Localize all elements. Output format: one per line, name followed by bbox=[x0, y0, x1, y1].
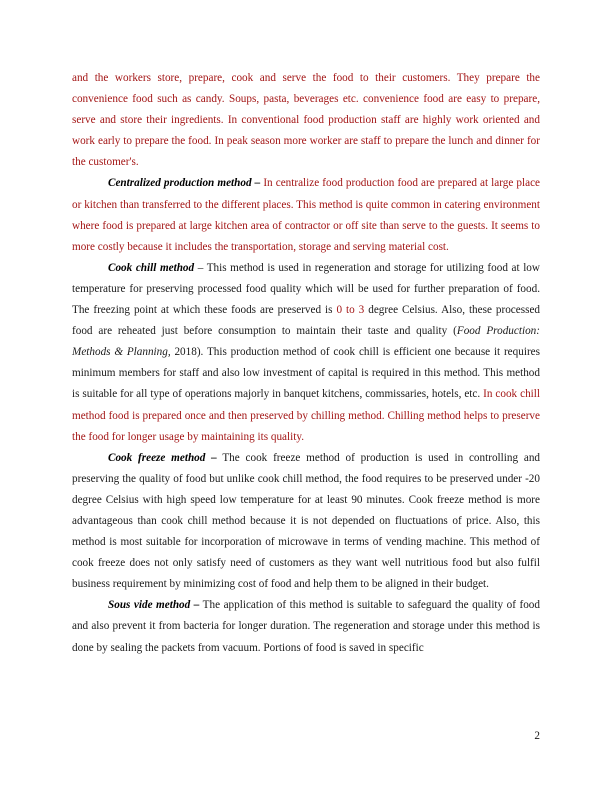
paragraph-cook-chill bbox=[72, 258, 540, 448]
paragraph-text: degree Celsius. Also, these processed food are reheated just before consumption to maintain their taste and quality ( bbox=[72, 304, 541, 338]
paragraph-cook-freeze bbox=[72, 448, 540, 596]
section-heading-cook-freeze: Cook freeze method – bbox=[108, 451, 217, 464]
temperature-range: 0 to 3 bbox=[336, 304, 365, 317]
paragraph-text: 2018). This production method of cook chill is efficient one because it requires minimum members for staff and also low investment of capital is required in this method. This method is suitable for all type of operations majorly in banquet kitchens, commissaries, hotels, etc. bbox=[72, 346, 540, 401]
section-heading-centralized: Centralized production method – bbox=[108, 177, 261, 190]
citation-title: Food Production: Methods & Planning, bbox=[72, 325, 540, 359]
paragraph-sous-vide bbox=[72, 595, 540, 658]
section-heading-cook-chill: Cook chill method bbox=[108, 261, 195, 274]
paragraph-text: The cook freeze method of production is used in controlling and preserving the quality of food but unlike cook chill method, the food requires to be preserved under -20 degree Celsius with high speed low temperature for at least 90 minutes. Cook freeze method is more advantageous than cook chill method because it is not depended on fluctuations of price. Also, this method is most suitable for incorporation of microwave in terms of vending machine. This method of cook freeze does not only satisfy need of customers as they want well nutritious food but also fulfil business requirement by minimizing cost of food and help them to be aligned in their budget. bbox=[72, 451, 541, 591]
section-heading-sous-vide: Sous vide method – bbox=[108, 599, 200, 612]
page-number: 2 bbox=[534, 730, 540, 742]
paragraph-text: In centralize food production food are prepared at large place or kitchen than transferred to the different places. This method is quite common in catering environment where food is prepared at large kitchen area of contractor or off site than serve to the guests. It seems to more costly because it includes the transportation, storage and serving material cost. bbox=[72, 177, 541, 253]
paragraph-text: – This method is used in regeneration and storage for utilizing food at low temperature for preserving processed food quality which will be used for further preparation of food. The freezing point at which these foods are preserved is bbox=[72, 261, 540, 317]
paragraph-text: and the workers store, prepare, cook and serve the food to their customers. They prepare the convenience food such as candy. Soups, pasta, beverages etc. convenience food are easy to prepare, serve and store their ingredients. In conventional food production staff are highly work oriented and work early to prepare the food. In peak season more worker are staff to prepare the lunch and dinner for the customer's. bbox=[72, 72, 540, 169]
highlighted-text: In cook chill method food is prepared once and then preserved by chilling method. Chilling method helps to preserve the food for longer usage by maintaining its quality. bbox=[72, 388, 540, 443]
document-body bbox=[72, 68, 540, 659]
paragraph-conventional-production bbox=[72, 68, 540, 173]
paragraph-centralized-production bbox=[72, 173, 540, 257]
paragraph-text: The application of this method is suitable to safeguard the quality of food and also prevent it from bacteria for longer duration. The regeneration and storage under this method is done by sealing the packets from vacuum. Portions of food is saved in specific bbox=[72, 599, 540, 654]
